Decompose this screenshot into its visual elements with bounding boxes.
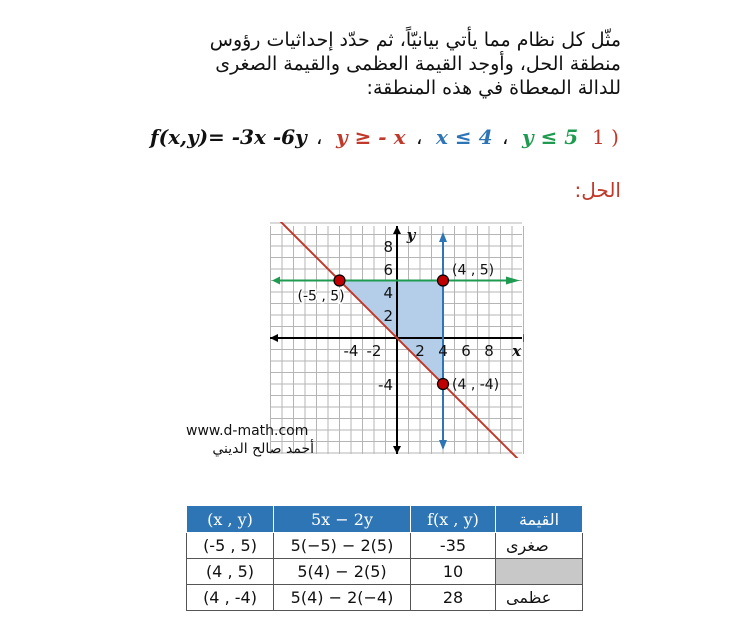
header-expression: 5x − 2y: [274, 506, 411, 533]
y-axis-label: y: [406, 226, 416, 244]
x-tick-label: 8: [484, 342, 494, 360]
header-point: (x , y): [187, 506, 274, 533]
cell-point: (-5 , 5): [187, 533, 274, 559]
problem-statement: [150, 125, 630, 157]
constraint-y-le-5: y ≤ 5: [522, 125, 579, 149]
cell-value: -35: [411, 533, 496, 559]
cell-expression: 5(−5) − 2(5): [274, 533, 411, 559]
objective-function: f(x,y)= -3x -6y: [150, 125, 307, 149]
solution-label: الحل:: [574, 178, 621, 202]
y-tick-label: 8: [383, 238, 393, 256]
cell-value: 10: [411, 559, 496, 585]
cell-expression: 5(4) − 2(−4): [274, 585, 411, 611]
question-line-2: منطقة الحل، وأوجد القيمة العظمى والقيمة الصغرى: [215, 53, 621, 75]
problem-number: 1 ): [592, 125, 619, 149]
separator-2: ،: [416, 125, 423, 149]
x-tick-label: 6: [461, 342, 471, 360]
x-tick-label: 2: [415, 342, 425, 360]
line-x-eq-4-arrow: [439, 232, 447, 242]
x-tick-label: 4: [438, 342, 448, 360]
question-line-3: للدالة المعطاة في هذه المنطقة:: [366, 77, 621, 99]
constraint-y-ge-neg-x: y ≥ - x: [336, 125, 406, 149]
line-x-eq-4-arrow-bottom: [439, 440, 447, 450]
x-axis-label: x: [512, 342, 522, 360]
vertex-point: [438, 275, 449, 286]
table-row: [187, 559, 583, 585]
line-y-eq-5-arrow: [506, 277, 520, 285]
separator-3: ،: [502, 125, 509, 149]
cell-point: (4 , -4): [187, 585, 274, 611]
question-text: [151, 28, 621, 100]
table-row: [187, 533, 583, 559]
x-axis-arrow: [524, 334, 525, 342]
separator-1: ،: [316, 125, 323, 149]
cell-value: 28: [411, 585, 496, 611]
cell-type: عظمى: [496, 585, 583, 611]
constraint-x-le-4: x ≤ 4: [436, 125, 493, 149]
question-line-1: مثّل كل نظام مما يأتي بيانيّاً، ثم حدّد إحداثيات رؤوس: [209, 29, 621, 51]
cell-type: [496, 559, 583, 585]
vertex-point: [438, 379, 449, 390]
y-tick-label: 6: [383, 261, 393, 279]
vertex-label: (4 , 5): [452, 262, 495, 279]
cell-expression: 5(4) − 2(5): [274, 559, 411, 585]
vertex-label: (4 , -4): [452, 377, 500, 393]
watermark-site: www.d-math.com: [186, 423, 309, 439]
table-row: [187, 585, 583, 611]
y-tick-label: -4: [378, 376, 393, 394]
vertex-point: [334, 275, 345, 286]
vertex-label: (-5 , 5): [297, 288, 345, 305]
y-tick-label: 4: [383, 284, 393, 302]
line-y-eq-5-arrow-left: [272, 277, 280, 285]
watermark: [186, 422, 314, 458]
table-header-row: [187, 506, 583, 533]
x-axis-arrow-left: [270, 334, 278, 342]
watermark-author: أحمد صالح الديني: [212, 441, 314, 457]
header-function-value: f(x , y): [411, 506, 496, 533]
x-tick-label: -2: [366, 342, 382, 360]
cell-point: (4 , 5): [187, 559, 274, 585]
y-axis-arrow: [393, 226, 401, 234]
header-value-type: القيمة: [496, 506, 583, 533]
y-tick-label: 2: [383, 307, 393, 325]
cell-type: صغرى: [496, 533, 583, 559]
x-tick-label: -4: [343, 342, 359, 360]
evaluation-table: [186, 505, 583, 611]
axes: [270, 226, 524, 454]
